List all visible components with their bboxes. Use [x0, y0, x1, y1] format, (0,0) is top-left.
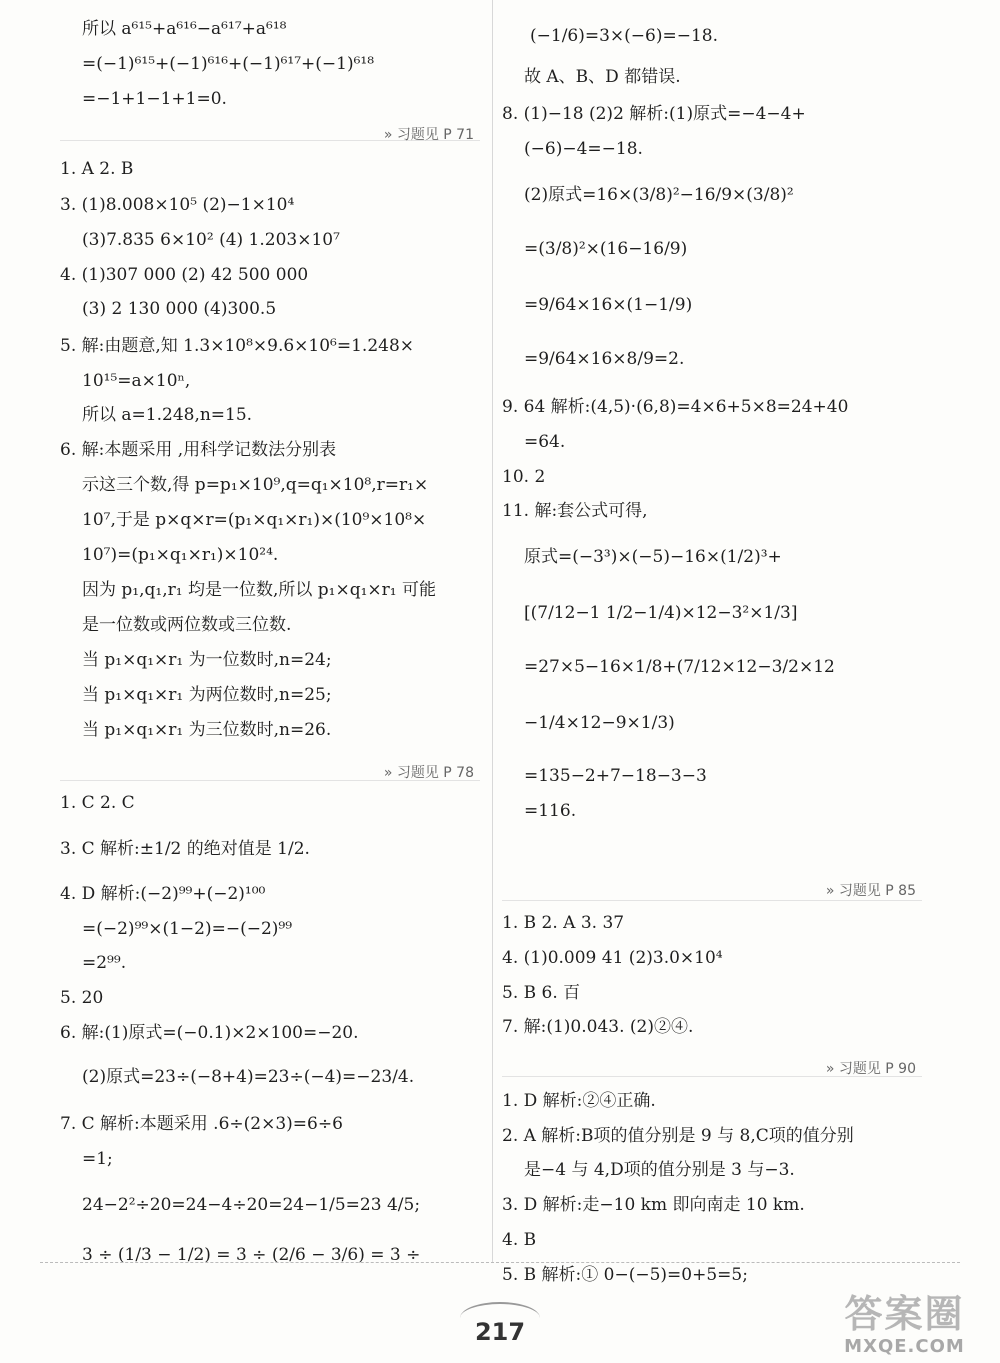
section-ref: » 习题见 P 78: [383, 765, 474, 781]
answer-line: 所以 a⁶¹⁵+a⁶¹⁶−a⁶¹⁷+a⁶¹⁸: [82, 19, 287, 39]
answer-line: =(3/8)²×(16−16/9): [524, 239, 688, 259]
answer-line: 5. B 解析:① 0−(−5)=0+5=5;: [502, 1265, 748, 1285]
answer-line: 当 p₁×q₁×r₁ 为两位数时,n=25;: [82, 685, 332, 705]
answer-line: (2)原式=16×(3/8)²−16/9×(3/8)²: [524, 185, 794, 205]
watermark-url: MXQE.COM: [844, 1336, 965, 1357]
answer-line: 10. 2: [502, 467, 546, 487]
answer-line: =1;: [82, 1149, 113, 1169]
answer-line: 1. D 解析:②④正确.: [502, 1091, 656, 1111]
answer-line: 7. C 解析:本题采用 .6÷(2×3)=6÷6: [60, 1114, 343, 1134]
answer-line: (−1/6)=3×(−6)=−18.: [530, 26, 719, 46]
answer-line: 8. (1)−18 (2)2 解析:(1)原式=−4−4+: [502, 104, 806, 124]
answer-line: (3) 2 130 000 (4)300.5: [82, 299, 277, 319]
answer-line: 1. B 2. A 3. 37: [502, 913, 625, 933]
section-ref: » 习题见 P 85: [825, 883, 916, 899]
answer-line: =−1+1−1+1=0.: [82, 89, 227, 109]
answer-line: (−6)−4=−18.: [524, 139, 643, 159]
answer-line: [(7/12−1 1/2−1/4)×12−3²×1/3]: [524, 603, 798, 623]
answer-line: 是−4 与 4,D项的值分别是 3 与−3.: [524, 1160, 795, 1180]
answer-line: =9/64×16×8/9=2.: [524, 349, 685, 369]
answer-line: 示这三个数,得 p=p₁×10⁹,q=q₁×10⁸,r=r₁×: [82, 475, 429, 495]
answer-line: 10¹⁵=a×10ⁿ,: [82, 371, 191, 391]
answer-line: =9/64×16×(1−1/9): [524, 295, 693, 315]
answer-line: 所以 a=1.248,n=15.: [82, 405, 253, 425]
answer-line: 5. B 6. 百: [502, 983, 581, 1003]
answer-line: =(−1)⁶¹⁵+(−1)⁶¹⁶+(−1)⁶¹⁷+(−1)⁶¹⁸: [82, 54, 375, 74]
answer-line: 5. 20: [60, 988, 104, 1008]
answer-line: 24−2²÷20=24−4÷20=24−1/5=23 4/5;: [82, 1195, 421, 1215]
answer-line: 4. D 解析:(−2)⁹⁹+(−2)¹⁰⁰: [60, 884, 266, 904]
answer-line: 9. 64 解析:(4,5)·(6,8)=4×6+5×8=24+40: [502, 397, 849, 417]
answer-line: 4. (1)307 000 (2) 42 500 000: [60, 265, 309, 285]
answer-line: (2)原式=23÷(−8+4)=23÷(−4)=−23/4.: [82, 1067, 415, 1087]
answer-line: =(−2)⁹⁹×(1−2)=−(−2)⁹⁹: [82, 919, 293, 939]
answer-line: 4. (1)0.009 41 (2)3.0×10⁴: [502, 948, 723, 968]
answer-line: 1. A 2. B: [60, 159, 134, 179]
answer-line: 2. A 解析:B项的值分别是 9 与 8,C项的值分别: [502, 1126, 854, 1146]
answer-line: 6. 解:本题采用 ,用科学记数法分别表: [60, 440, 337, 460]
answer-line: 4. B: [502, 1230, 537, 1250]
answer-line: 是一位数或两位数或三位数.: [82, 615, 292, 635]
answer-line: 原式=(−3³)×(−5)−16×(1/2)³+: [524, 547, 782, 567]
answer-line: 当 p₁×q₁×r₁ 为三位数时,n=26.: [82, 720, 332, 740]
footer-rule: [40, 1262, 960, 1263]
answer-line: =2⁹⁹.: [82, 953, 127, 973]
section-ref: » 习题见 P 90: [825, 1061, 916, 1077]
answer-line: 因为 p₁,q₁,r₁ 均是一位数,所以 p₁×q₁×r₁ 可能: [82, 580, 436, 600]
answer-line: 10⁷,于是 p×q×r=(p₁×q₁×r₁)×(10⁹×10⁸×: [82, 510, 427, 530]
answer-line: −1/4×12−9×1/3): [524, 713, 675, 733]
answer-line: 故 A、B、D 都错误.: [524, 67, 681, 87]
answer-line: 3 ÷ (1/3 − 1/2) = 3 ÷ (2/6 − 3/6) = 3 ÷: [82, 1245, 421, 1265]
section-ref: » 习题见 P 71: [383, 127, 474, 143]
answer-line: 3. (1)8.008×10⁵ (2)−1×10⁴: [60, 195, 295, 215]
answer-line: 6. 解:(1)原式=(−0.1)×2×100=−20.: [60, 1023, 359, 1043]
answer-line: 3. C 解析:±1/2 的绝对值是 1/2.: [60, 839, 310, 859]
answer-line: 7. 解:(1)0.043. (2)②④.: [502, 1017, 694, 1037]
answer-line: =27×5−16×1/8+(7/12×12−3/2×12: [524, 657, 835, 677]
answer-line: =64.: [524, 432, 566, 452]
answer-line: (3)7.835 6×10² (4) 1.203×10⁷: [82, 230, 340, 250]
column-divider: [492, 0, 493, 1262]
watermark: [817, 1292, 992, 1357]
answer-line: 5. 解:由题意,知 1.3×10⁸×9.6×10⁶=1.248×: [60, 336, 415, 356]
answer-line: 10⁷)=(p₁×q₁×r₁)×10²⁴.: [82, 545, 279, 565]
section-rule: [502, 900, 922, 901]
answer-line: =116.: [524, 801, 577, 821]
watermark-logo: 答案圈: [844, 1292, 965, 1336]
answer-line: 1. C 2. C: [60, 793, 135, 813]
answer-line: 3. D 解析:走−10 km 即向南走 10 km.: [502, 1195, 805, 1215]
answer-line: =135−2+7−18−3−3: [524, 766, 707, 786]
page-number: 217: [474, 1318, 526, 1346]
answer-line: 11. 解:套公式可得,: [502, 501, 648, 521]
answer-line: 当 p₁×q₁×r₁ 为一位数时,n=24;: [82, 650, 332, 670]
